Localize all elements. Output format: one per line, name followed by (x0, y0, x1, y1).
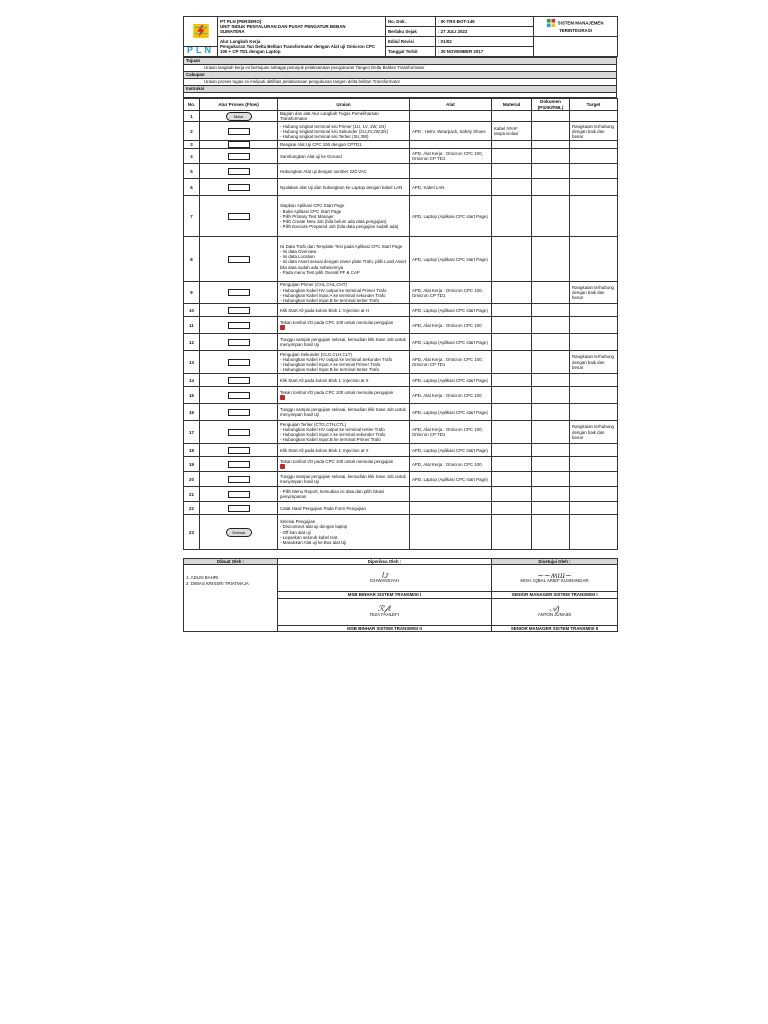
step-document (532, 237, 570, 282)
step-material: Kabel NYAF tanpa isolasi (492, 122, 532, 141)
scope-section (183, 57, 617, 98)
step-tools: APD, Laptop (Aplikasi CPC start Page) (410, 444, 492, 457)
step-description-text: Klik Start All pada kolom Blok 1: Injection at H (280, 307, 369, 313)
step-description (278, 196, 410, 237)
step-number: 5 (184, 164, 200, 179)
step-number: 3 (184, 141, 200, 149)
step-document (532, 457, 570, 472)
step-description-text: Tunggu sampai pengujian selesai, kemudian klik Save Job untuk menyimpan hasil Uji (280, 407, 406, 418)
flow-cell (200, 387, 278, 404)
step-material (492, 111, 532, 122)
step-number: 19 (184, 457, 200, 472)
step-description (278, 111, 410, 122)
step-tools: APD, Laptop (Aplikasi CPC start Page) (410, 404, 492, 421)
table-row (184, 304, 618, 317)
step-description-text: Siapkan Aplikasi CPC Start Page - Buka Aplikasi CPC Start Page - Pilih Primary Test Manajer - Pilih Create New Job (bila belum ada data pengujian) - Pilih Execute Prepared Job (bila data pengujian sudah ada) (280, 203, 399, 230)
step-document (532, 196, 570, 237)
step-number: 8 (184, 237, 200, 282)
step-target (570, 111, 618, 122)
flow-process-box (228, 141, 250, 148)
col-flow: Alur Proses (Flow) (200, 99, 278, 111)
step-number: 12 (184, 334, 200, 351)
flow-cell (200, 196, 278, 237)
step-description (278, 387, 410, 404)
approver2-name: ANTON JUNAIDI (537, 611, 572, 617)
col-uraian: Uraian (278, 99, 410, 111)
approver2-signature (492, 598, 618, 625)
step-document (532, 179, 570, 196)
step-target (570, 149, 618, 164)
flow-process-box (228, 447, 250, 454)
makers-list: 1. ADLIN BAHRI 2. DIMAS KRISSRI TRIATMAJA (184, 565, 278, 631)
flow-process-box (228, 307, 250, 314)
table-row (184, 487, 618, 502)
flow-process-box (228, 168, 250, 175)
tujuan-label: Tujuan (184, 58, 617, 65)
step-material (492, 404, 532, 421)
table-row (184, 141, 618, 149)
step-tools: APD, Alat Kerja : Omicron CPC 100 (410, 317, 492, 334)
step-material (492, 351, 532, 374)
step-material (492, 502, 532, 515)
step-description-text: Selesai Pengujian - Disconnect alat uji dengan laptop - Off kan alat uji - Lepaskan seluruh kabel test - Masukkan Alat uji ke Box alat Uji (280, 519, 348, 546)
step-description (278, 374, 410, 387)
step-description (278, 457, 410, 472)
table-row (184, 444, 618, 457)
step-material (492, 304, 532, 317)
checker1-name: ICHWANSYAH (369, 578, 400, 584)
step-material (492, 196, 532, 237)
flow-cell (200, 141, 278, 149)
step-tools (410, 111, 492, 122)
disetujui-label: Disetujui Oleh : (492, 559, 618, 565)
step-description-text: Nyalakan alat Uji dan hubungkan ke Laptop dengan kabel LAN (280, 184, 403, 190)
step-material (492, 141, 532, 149)
step-number: 20 (184, 472, 200, 487)
flow-cell (200, 149, 278, 164)
berlaku-value: : 27 JULI 2022 (436, 27, 534, 37)
step-description-text: Pengujian Sekunder (CLG,CLH,CLT) - Hubungkan Kabel HV output ke terminal Sekunder Trafo - Hubungkan Kabel Input A ke terminal Primer Trafo - Hubungkan Kabel Input B ke terminal tertier Trafo (280, 351, 393, 373)
flow-process-box (228, 429, 250, 436)
table-row (184, 282, 618, 304)
step-target (570, 472, 618, 487)
tujuan-text: Uraian langkah kerja ini bertujuan sebagai petunjuk pelaksanaan pengukuran Tangen Delta Belitan Transformator (184, 65, 617, 72)
step-description-text: Catat Hasil Pengujian Pada Form Pengujian (280, 505, 366, 511)
step-target (570, 179, 618, 196)
step-number: 18 (184, 444, 200, 457)
step-description (278, 502, 410, 515)
system-logo-icon (547, 19, 556, 28)
flow-process-box (228, 476, 250, 483)
step-description-text: Tunggu sampai pengujian selesai, kemudian klik Save Job untuk menyimpan hasil Uji (280, 474, 406, 485)
document-header (183, 16, 618, 57)
instruksi-label: Instruksi (184, 86, 617, 93)
flow-end-terminal: Selesai (226, 528, 252, 537)
step-tools: APD, Laptop (Aplikasi CPC start Page) (410, 472, 492, 487)
flow-process-box (228, 213, 250, 220)
step-material (492, 164, 532, 179)
io-button-icon (280, 395, 285, 400)
approver2-role: SENIOR MANAGER SISTEM TRANSMISI II (492, 625, 618, 631)
step-document (532, 164, 570, 179)
flow-process-box (228, 256, 250, 263)
table-row (184, 179, 618, 196)
step-tools: APD, Laptop (Aplikasi CPC start Page) (410, 374, 492, 387)
signature-image: ℛ𝒻ℓ (377, 604, 392, 614)
step-tools: APD, Laptop (Aplikasi CPC start Page) (410, 196, 492, 237)
step-material (492, 387, 532, 404)
table-row (184, 502, 618, 515)
step-tools: APD, Alat Kerja : Omicron CPC 100, Omicron CP TD1 (410, 421, 492, 444)
step-document (532, 421, 570, 444)
io-button-icon (280, 464, 285, 469)
step-description (278, 444, 410, 457)
step-document (532, 304, 570, 317)
step-material (492, 444, 532, 457)
step-target (570, 404, 618, 421)
step-description-text: - Hubung singkat terminal sisi Primer (1U, 1V, 1W, 1N) - Hubung singkat terminal sisi Sekunder (2U,2V,2W,2N) - Hubung singkat terminal sisi Tertier (3U,3W) (280, 123, 388, 139)
step-description-text: Hubungkan Alat uji dengan sumber 220 VAC (280, 168, 367, 174)
step-tools (410, 502, 492, 515)
step-description (278, 421, 410, 444)
col-target: Target (570, 99, 618, 111)
step-description-text: Tekan tombol I/O pada CPC 100 untuk memulai pengujian (280, 389, 394, 395)
step-document (532, 374, 570, 387)
flow-cell (200, 237, 278, 282)
step-description (278, 515, 410, 550)
step-document (532, 351, 570, 374)
flow-process-box (228, 409, 250, 416)
step-description-text: Sambungkan Alat uji ke Ground (280, 153, 342, 159)
step-tools: APD, Alat Kerja : Omicron CPC 100 (410, 387, 492, 404)
flow-cell (200, 444, 278, 457)
io-button-icon (280, 325, 285, 330)
step-description-text: Pengujian Tertier (CTG,CTH,CTL) - Hubungkan Kabel HV output ke terminal tertier Trafo - Hubungkan Kabel Input A ke terminal sekunder Trafo - Hubungkan Kabel Input B ke terminal Primer Trafo (280, 421, 386, 443)
step-tools (410, 487, 492, 502)
step-target (570, 334, 618, 351)
step-document (532, 404, 570, 421)
step-description (278, 334, 410, 351)
checker2-name: RIZA FAHLEFI (370, 611, 399, 617)
step-document (532, 444, 570, 457)
step-target: Rangkaian terhubung dengan baik dan benar (570, 351, 618, 374)
step-target (570, 237, 618, 282)
step-number: 4 (184, 149, 200, 164)
step-material (492, 149, 532, 164)
step-description (278, 472, 410, 487)
step-material (492, 179, 532, 196)
col-alat: Alat (410, 99, 492, 111)
flow-process-box (228, 184, 250, 191)
table-row (184, 387, 618, 404)
step-description (278, 122, 410, 141)
step-material (492, 515, 532, 550)
step-number: 10 (184, 304, 200, 317)
table-row (184, 334, 618, 351)
berlaku-label: Berlaku Sejak (386, 27, 436, 37)
flow-process-box (228, 359, 250, 366)
pln-wordmark: PLN (184, 47, 218, 57)
flow-process-box (228, 505, 250, 512)
step-tools (410, 141, 492, 149)
dibuat-label: Dibuat Oleh : (184, 559, 278, 565)
step-description (278, 487, 410, 502)
step-document (532, 515, 570, 550)
flow-process-box (228, 339, 250, 346)
step-target (570, 444, 618, 457)
step-number: 1 (184, 111, 200, 122)
step-document (532, 111, 570, 122)
step-target (570, 387, 618, 404)
step-description-text: - Pilih Menu Report, kemudian isi data dan pilih lokasi penyimpanan (280, 489, 385, 500)
spacer (184, 93, 617, 98)
step-number: 14 (184, 374, 200, 387)
step-tools: APD, Alat Kerja : Omicron CPC 100, Omicron CP TD1 (410, 149, 492, 164)
company-name: PT PLN (PERSERO) UNIT INDUK PENYALURAN DAN PUSAT PENGATUR BEBAN SUMATERA (218, 17, 386, 37)
col-no: No. (184, 99, 200, 111)
step-document (532, 141, 570, 149)
terbit-value: : 30 NOVEMBER 2017 (436, 47, 534, 57)
step-tools: APD, Kabel LAN (410, 179, 492, 196)
flow-process-box (228, 322, 250, 329)
step-material (492, 487, 532, 502)
step-description-text: Isi Data Trafo dan Template Test pada Aplikasi CPC Start Page - Isi data Overview - Isi data Location - Isi data Asset sesuai dengan name plate Trafo, pilih Load Asset bila data sudah ada sebelumnya - Pada menu Test pilih Overall PF & CAP (280, 243, 406, 275)
flow-cell (200, 164, 278, 179)
no-dok-value: : IK-TRS-BOT-149 (436, 17, 534, 27)
flow-cell (200, 457, 278, 472)
step-number: 23 (184, 515, 200, 550)
step-description-text: Tekan tombol I/O pada CPC 100 untuk memulai pengujian (280, 458, 394, 464)
steps-table (183, 98, 618, 550)
step-description-text: Klik Start All pada kolom Blok 1: Injection at X (280, 377, 369, 383)
step-description (278, 141, 410, 149)
flow-cell (200, 472, 278, 487)
step-tools: APD, Laptop (Aplikasi CPC start Page) (410, 304, 492, 317)
step-target (570, 317, 618, 334)
step-material (492, 421, 532, 444)
table-row (184, 374, 618, 387)
flow-cell (200, 179, 278, 196)
edisi-value: : 01/02 (436, 37, 534, 47)
flow-cell (200, 111, 278, 122)
flow-process-box (228, 461, 250, 468)
step-tools: APD, Laptop (Aplikasi CPC start Page) (410, 237, 492, 282)
flow-process-box (228, 289, 250, 296)
col-material: Material (492, 99, 532, 111)
step-description (278, 304, 410, 317)
step-description (278, 351, 410, 374)
pln-logo (184, 17, 218, 47)
flow-cell (200, 122, 278, 141)
diperiksa-label: Diperiksa Oleh : (278, 559, 492, 565)
step-description (278, 237, 410, 282)
step-target (570, 487, 618, 502)
step-number: 6 (184, 179, 200, 196)
table-row (184, 351, 618, 374)
step-document (532, 502, 570, 515)
step-description (278, 179, 410, 196)
step-document (532, 282, 570, 304)
step-material (492, 237, 532, 282)
step-target (570, 164, 618, 179)
table-row (184, 421, 618, 444)
step-target (570, 141, 618, 149)
step-document (532, 317, 570, 334)
flow-process-box (228, 128, 250, 135)
signature-table (183, 558, 618, 632)
step-document (532, 149, 570, 164)
step-target: Rangkaian terhubung dengan baik dan benar (570, 282, 618, 304)
step-target (570, 515, 618, 550)
lightning-bolt-icon (193, 24, 209, 38)
signature-image: ~~ʍɯ~ (537, 571, 572, 581)
step-description-text: Bagian dan alat Alur Langkah Tugas Pemeliharaan Transformator (280, 111, 379, 122)
step-target (570, 374, 618, 387)
step-target: Rangkaian terhubung dengan baik dan benar (570, 122, 618, 141)
step-number: 9 (184, 282, 200, 304)
step-document (532, 334, 570, 351)
flow-cell (200, 282, 278, 304)
approver1-name: MOH. IQBAL ARIEF KUSNANDAR (520, 578, 589, 584)
step-description (278, 317, 410, 334)
step-number: 15 (184, 387, 200, 404)
step-document (532, 472, 570, 487)
step-tools: APD, Alat Kerja : Omicron CPC 100 (410, 457, 492, 472)
document-title: Alur Langkah Kerja Pengukuran Tan Delta Belitan Transformator dengan Alat uji Omicron CPC 100 + CP TD1 dengan Laptop (218, 37, 386, 57)
step-number: 13 (184, 351, 200, 374)
step-description-text: Tunggu sampai pengujian selesai, kemudian klik Save Job untuk menyimpan hasil Uji (280, 337, 406, 348)
cakupan-text: Uraian proses tugas ini meliputi aktifitas pelaksanaan pengukuran tangen delta belitan Transformator (184, 79, 617, 86)
step-description-text: Pengujian Primer (CHL,CHL,CHT) - Hubungkan Kabel HV output ke terminal Primer Trafo - Hubungkan Kabel Input A ke terminal sekunder Trafo - Hubungkan Kabel Input B ke terminal tertier Trafo (280, 282, 387, 304)
col-dokumen: Dokumen (PS/IK/FML) (532, 99, 570, 111)
flow-start-terminal: Mulai (226, 112, 252, 121)
table-row (184, 149, 618, 164)
step-number: 16 (184, 404, 200, 421)
table-row (184, 111, 618, 122)
step-tools: APD, Laptop (Aplikasi CPC start Page) (410, 334, 492, 351)
step-document (532, 122, 570, 141)
step-description (278, 164, 410, 179)
step-material (492, 374, 532, 387)
step-number: 21 (184, 487, 200, 502)
step-tools: APD, Alat Kerja : Omicron CPC 100, Omicron CP TD1 (410, 351, 492, 374)
step-description (278, 282, 410, 304)
flow-process-box (228, 491, 250, 498)
step-tools: APD : Helm, Wearpack, Safety Shoes (410, 122, 492, 141)
step-number: 11 (184, 317, 200, 334)
approver1-signature (492, 565, 618, 592)
step-description (278, 149, 410, 164)
flow-process-box (228, 377, 250, 384)
table-row (184, 237, 618, 282)
table-row (184, 404, 618, 421)
step-target: Rangkaian terhubung dengan baik dan benar (570, 421, 618, 444)
flow-cell (200, 334, 278, 351)
flow-cell (200, 404, 278, 421)
table-row (184, 122, 618, 141)
flow-cell (200, 421, 278, 444)
step-material (492, 457, 532, 472)
step-target (570, 502, 618, 515)
system-badge: SISTEM MANAJEMEN TERINTEGRASI (534, 17, 618, 37)
table-row (184, 196, 618, 237)
step-description-text: Tekan tombol I/O pada CPC 100 untuk memulai pengujian (280, 319, 394, 325)
flow-cell (200, 374, 278, 387)
step-material (492, 282, 532, 304)
step-number: 2 (184, 122, 200, 141)
table-row (184, 457, 618, 472)
step-description-text: Klik Start All pada kolom Blok 1: Injection at X (280, 447, 369, 453)
flow-cell (200, 502, 278, 515)
step-target (570, 196, 618, 237)
step-number: 17 (184, 421, 200, 444)
step-description (278, 404, 410, 421)
terbit-label: Tanggal Terbit (386, 47, 436, 57)
flow-cell (200, 304, 278, 317)
flow-process-box (228, 392, 250, 399)
flow-cell (200, 317, 278, 334)
step-tools: APD, Alat Kerja : Omicron CPC 100, Omicron CP TD1 (410, 282, 492, 304)
cakupan-label: Cakupan (184, 72, 617, 79)
checker2-role: MSB BINHAR SISTEM TRANSMISI II (278, 625, 492, 631)
step-material (492, 472, 532, 487)
step-document (532, 487, 570, 502)
flow-cell (200, 487, 278, 502)
table-row (184, 317, 618, 334)
step-material (492, 334, 532, 351)
sop-document (183, 16, 617, 632)
table-row (184, 515, 618, 550)
step-target (570, 457, 618, 472)
step-tools (410, 164, 492, 179)
step-number: 22 (184, 502, 200, 515)
signature-image: 𝒜ȷ (549, 604, 560, 614)
signature-image: ⌇ᴊ (380, 571, 389, 581)
no-dok-label: No. Dok. (386, 17, 436, 27)
flow-process-box (228, 153, 250, 160)
approver1-role: SENIOR MANAGER SISTEM TRANSMISI I (492, 592, 618, 598)
step-number: 7 (184, 196, 200, 237)
table-row (184, 164, 618, 179)
checker1-signature (278, 565, 492, 592)
flow-cell (200, 351, 278, 374)
checker2-signature (278, 598, 492, 625)
step-target (570, 304, 618, 317)
edisi-label: Edisi/ Revisi (386, 37, 436, 47)
step-tools (410, 515, 492, 550)
step-description-text: Rangkai Alat Uji CPC 100 dengan CPTD1 (280, 142, 362, 148)
flow-cell (200, 515, 278, 550)
step-material (492, 317, 532, 334)
step-document (532, 387, 570, 404)
table-row (184, 472, 618, 487)
checker1-role: MSB BINHAR SISTEM TRANSMISI I (278, 592, 492, 598)
